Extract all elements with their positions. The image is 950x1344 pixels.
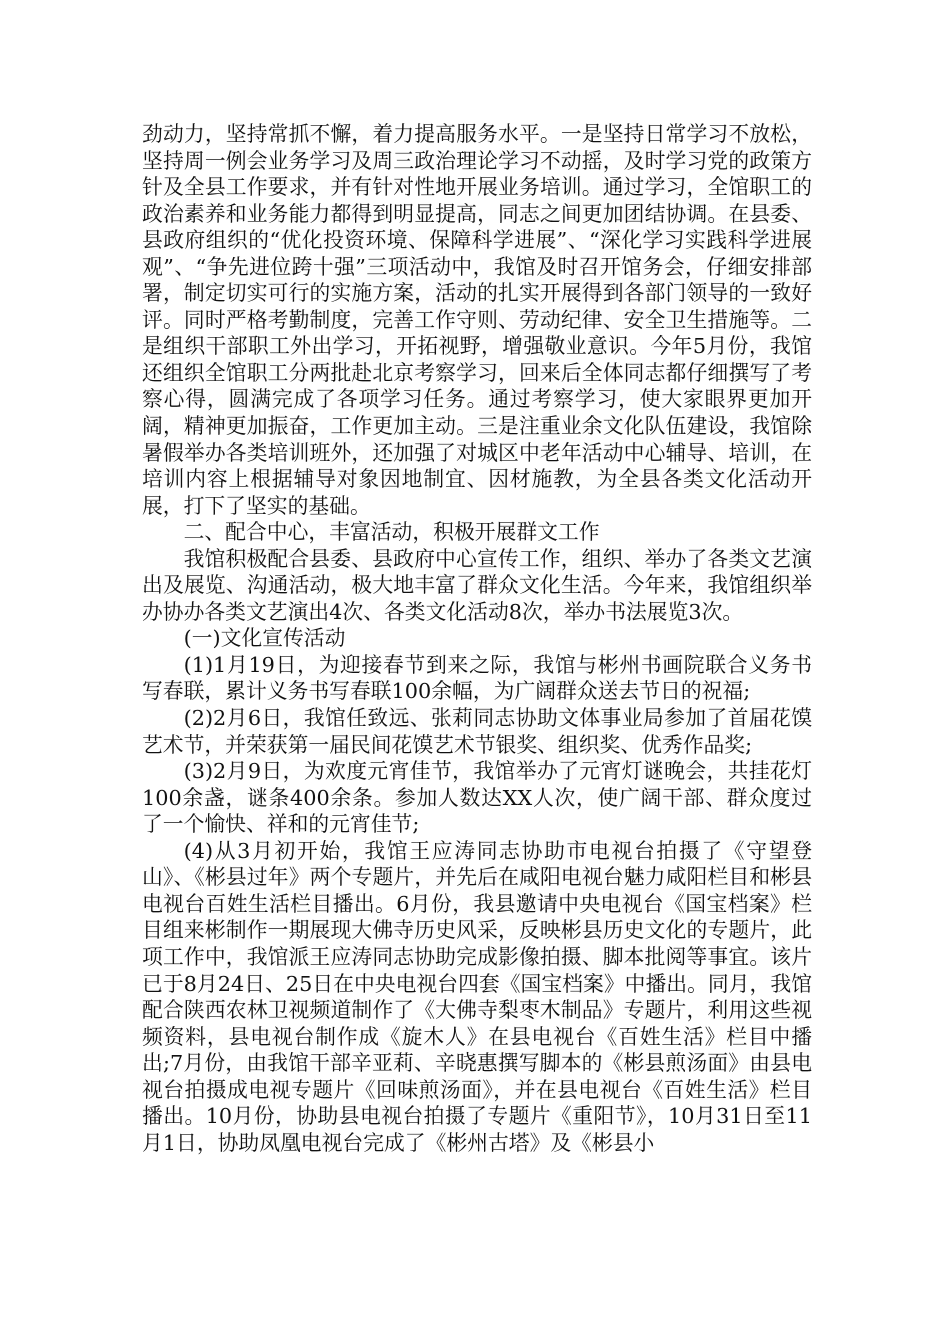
list-item-tv-documentaries: (4)从3月初开始，我馆王应涛同志协助市电视台拍摄了《守望登山》、《彬县过年》两个专题片，并先后在咸阳电视台魅力咸阳栏目和彬县电视台百姓生活栏目播出。6月份，我县邀请中央电视台《国宝档案》栏目组来彬制作一期展现大佛寺历史风采，反映彬县历史文化的专题片，此项工作中，我馆派王应涛同志协助完成影像拍摄、脚本批阅等事宜。该片已于8月24日、25日在中央电视台四套《国宝档案》中播出。同月，我馆配合陕西农林卫视频道制作了《大佛寺梨枣木制品》专题片，利用这些视频资料，县电视台制作成《旋木人》在县电视台《百姓生活》栏目中播出;7月份，由我馆干部辛亚莉、辛晓惠撰写脚本的《彬县煎汤面》由县电视台拍摄成电视专题片《回味煎汤面》，并在县电视台《百姓生活》栏目播出。10月份，协助县电视台拍摄了专题片《重阳节》，10月31日至11月1日，协助凤凰电视台完成了《彬州古塔》及《彬县小 xyxy=(142,838,812,1155)
list-item-spring-couplets: (1)1月19日，为迎接春节到来之际，我馆与彬州书画院联合义务书写春联，累计义务书写春联100余幅，为广阔群众送去节日的祝福; xyxy=(142,652,812,704)
document-body xyxy=(142,121,812,1156)
list-item-flower-bun-festival: (2)2月6日，我馆任致远、张莉同志协助文体事业局参加了首届花馍艺术节，并荣获第一届民间花馍艺术节银奖、组织奖、优秀作品奖; xyxy=(142,706,812,757)
paragraph-activities-summary: 我馆积极配合县委、县政府中心宣传工作，组织、举办了各类文艺演出及展览、沟通活动，极大地丰富了群众文化生活。今年来，我馆组织举办协办各类文艺演出4次、各类文化活动8次，举办书法展览3次。 xyxy=(142,546,812,624)
paragraph-learning-overview: 劲动力，坚持常抓不懈，着力提高服务水平。一是坚持日常学习不放松，坚持周一例会业务学习及周三政治理论学习不动摇，及时学习党的政策方针及全县工作要求，并有针对性地开展业务培训。通过学习，全馆职工的政治素养和业务能力都得到明显提高，同志之间更加团结协调。在县委、县政府组织的“优化投资环境、保障科学进展”、“深化学习实践科学进展观”、“争先进位跨十强”三项活动中，我馆及时召开馆务会，仔细安排部署，制定切实可行的实施方案，活动的扎实开展得到各部门领导的一致好评。同时严格考勤制度，完善工作守则、劳动纪律、安全卫生措施等。二是组织干部职工外出学习，开拓视野，增强敬业意识。今年5月份，我馆还组织全馆职工分两批赴北京考察学习，回来后全体同志都仔细撰写了考察心得，圆满完成了各项学习任务。通过考察学习，使大家眼界更加开阔，精神更加振奋，工作更加主动。三是注重业余文化队伍建设，我馆除暑假举办各类培训班外，还加强了对城区中老年活动中心辅导、培训，在培训内容上根据辅导对象因地制宜、因材施教，为全县各类文化活动开展，打下了坚实的基础。 xyxy=(142,122,812,518)
section-heading-cooperation: 二、配合中心，丰富活动，积极开展群文工作 xyxy=(183,520,600,545)
subsection-heading-culture-promotion: (一)文化宣传活动 xyxy=(183,626,346,651)
list-item-lantern-festival: (3)2月9日，为欢度元宵佳节，我馆举办了元宵灯谜晚会，共挂花灯100余盏，谜条400余条。参加人数达XX人次，使广阔干部、群众度过了一个愉快、祥和的元宵佳节; xyxy=(142,759,812,837)
